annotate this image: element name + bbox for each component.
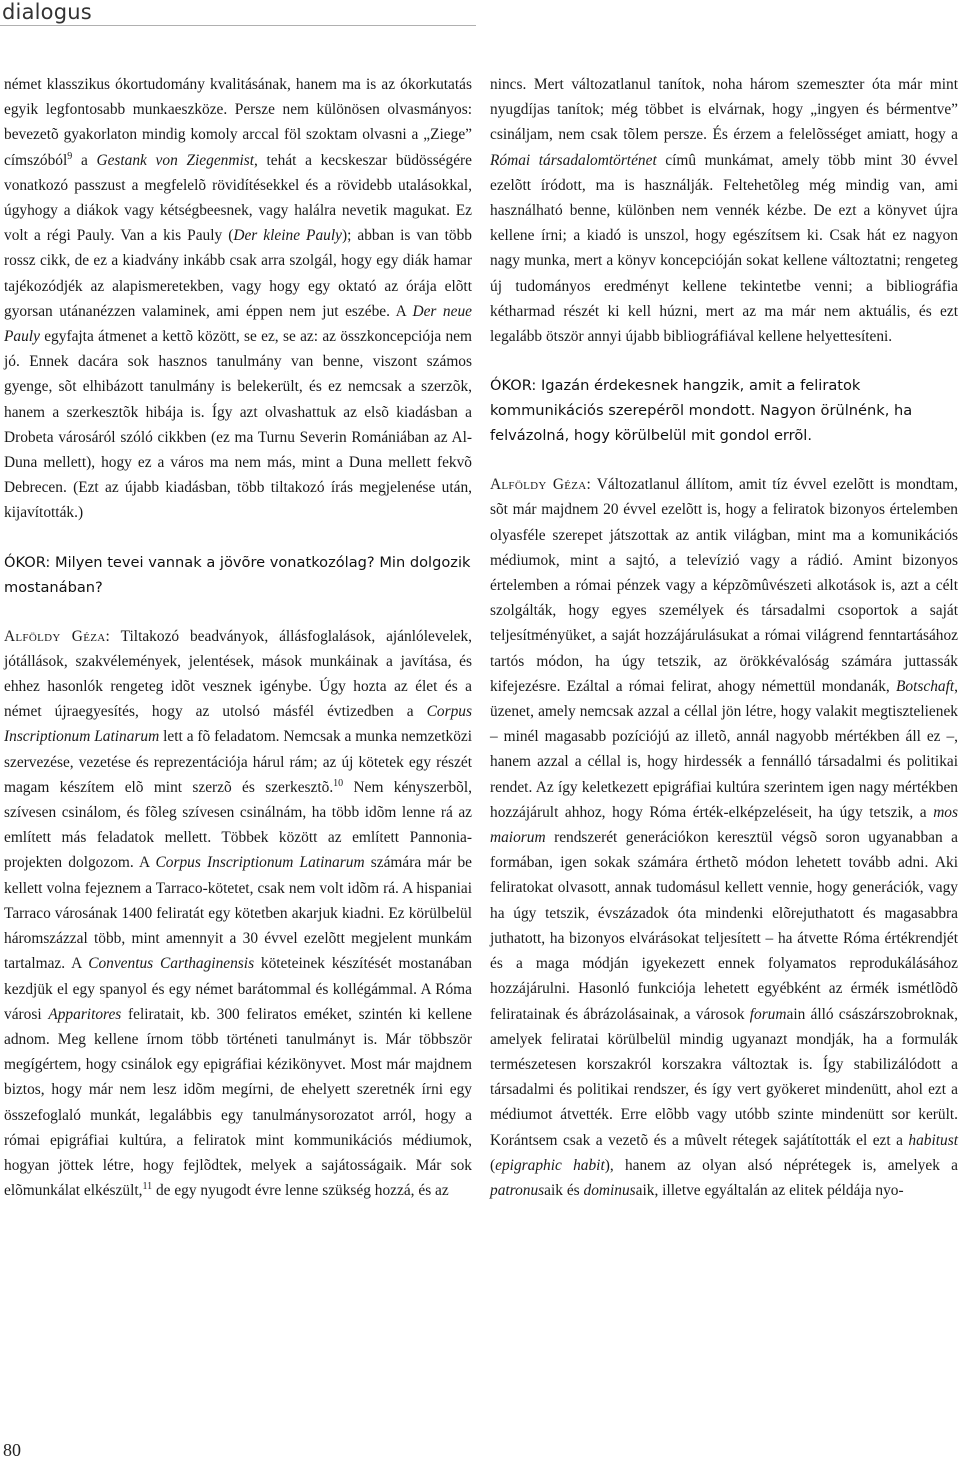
- paragraph-pauly: német klasszikus ókortudomány kvalitásának, hanem ma is az ókorkutatás egyik legfontosabb munkaeszköze. Persze nem különösen olvasmányos: bevezetõ gyakorlaton mindig komoly arccal föl szoktam olvasni a „Ziege” címszóból$^9$ a Gestank von Ziegenmist, tehát a kecskeszar büdösségére vonatkozó passzust a megfelelõ rövidítésekkel és a rövidebb utalásokkal, úgyhogy a diákok vagy kétségbeesnek, vagy halálra nevetik magukat. Ez volt a régi Pauly. Van a kis Pauly (Der kleine Pauly); abban is van több rossz cikk, de ez a kiadvány inkább csak arra szolgál, hogy egy diák hamar tajékozódjék az alapismeretekben, vagy hogy egy oktató az órája elõtt gyorsan utánanézzen valaminek, ami éppen nem jut eszébe. A Der neue Pauly egyfajta átmenet a kettõ között, se ez, se az: az összkoncepciója nem jó. Ennek dacára sok hasznos tanulmány van benne, viszont számos gyenge, sõt elhibázott tanulmány is belekerült, és ez nemcsak a szerzõk, hanem a szerkesztõk hibája is. Így azt olvashattuk az elsõ kiadásban a Drobeta városáról szóló cikkben (ez ma Turnu Severin Romániában az Al-Duna mellett), hogy ez a város ma nem más, mint a Duna mellett fekvõ Debrecen. (Ezt az újabb kiadásban, több tiltakozó írás megjelenése után, kijavították.): [4, 76, 472, 522]
- right-column: [490, 72, 958, 1203]
- running-header: [0, 0, 960, 30]
- paragraph-teaching: nincs. Mert változatlanul tanítok, noha három szemeszter óta már mint nyugdíjas tanítok; még többet is elvárnak, hogy „ingyen és bérmentve” csináljam, nem csak tõlem persze. És érzem a felelõsséget amiatt, hogy a Római társadalomtörténet címû munkámat, amely több mint 30 évvel ezelõtt íródott, ma is használják. Feltehetõleg még mindig van, ami használható benne, különben nem vennék kézbe. De ezt a könyvet újra kellene írni; a kiadó is unszol, hogy egészítsem ki. Csak hát ez nagyon nagy munka, mert a könyv koncepcióján sokat kellene változtatni; rengeteg új tudományos eredményt kellene tekintetbe venni; a bibliográfia kétharmad részét ki kell húzni, mert az ma már nem aktuális, és ezt legalább ötször annyi újabb bibliográfiával kellene helyettesíteni.: [490, 76, 958, 346]
- header-divider: [0, 25, 476, 26]
- paragraph-answer-inscriptions: Alföldy Géza: Változatlanul állítom, amit tíz évvel ezelõtt is mondtam, sõt már majdnem 20 évvel ezelõtt is, hogy a feliratok bizonyos értelemben olyasféle szerepet játszottak az antik világban, mint ma a komunikációs médiumok, mint a sajtó, a televízió vagy a rádió. Amint bizonyos értelemben a római pénzek vagy a képzõmûvészeti alkotások is, azt a célt szolgálták, hogy egyes személyek és társadalmi csoportok a saját teljesítményüket, a saját hozzájárulásukat a római világrend fenntartásához tartós módon, ha úgy tetszik, az örökkévalóság számára juttassák kifejezésre. Ezáltal a római felirat, ahogy némettül mondanák, Botschaft, üzenet, amely nemcsak azzal a céllal jön létre, hogy valakit megtisztelienek – minél magasabb pozíciójú az illetõ, annál nagyobb mértékben áll ez –, hanem azzal a céllal is, hogy hirdessék a fennálló társadalmi és politikai rendet. Az így keletkezett epigráfiai kultúra szerintem igen nagy mértékben hozzájárult ahhoz, hogy Róma érték-elképzeléseit, ha úgy tetszik, a mos maiorum rendszerét generációkon keresztül végsõ soron ugyanabban a formában, igen sokak számára érthetõ módon lehetett tovább adni. Aki feliratokat olvasott, annak tudomásul kellett vennie, hogy generációk, vagy ha úgy tetszik, évszázadok óta mindenki elõrejuthatott és magasabbra juthatott, ha bizonyos elvárásokat teljesített – ha átvette Róma értékrendjét és a maga módján igyekezett ennek folyamatos reprodukálásához hozzájárulni. Hasonló funkciója lehetett egyébként az érmék ismétlõdõ feliratainak és ábrázolásainak, a városok forumain álló császárszobroknak, amelyek feliratai körülbelül mindig ugyanazt mondják, ha a formulák természetesen korszakról korszakra változtak is. Így stabilizálódott a társadalmi és politikai rendszer, és így vert gyökeret mindenütt, ahol ezt a médiumot átvették. Erre elõbb vagy utóbb szinte mindenütt sor került. Korántsem csak a vezetõ és a mûvelt rétegek sajátították el ezt a habitust (epigraphic habit), hanem az olyan alsó néprétegek is, amelyek a patronusaik és dominusaik, illetve egyáltalán az elitek példája nyo-: [490, 476, 958, 1199]
- interviewer-question: ÓKOR: Milyen tevei vannak a jövõre vonatkozólag? Min dolgozik mostanában?: [4, 553, 471, 596]
- page-number: 80: [3, 1440, 21, 1460]
- footnote-ref-9: 9: [67, 150, 73, 162]
- speaker-name: Alföldy Géza:: [4, 627, 111, 645]
- left-column: [4, 72, 472, 1203]
- speaker-name: Alföldy Géza:: [490, 476, 592, 494]
- footnote-ref-10: 10: [333, 777, 344, 789]
- interviewer-question: ÓKOR: Igazán érdekesnek hangzik, amit a feliratok kommunikációs szerepérõl mondott. Nagyon örülnénk, ha felvázolná, hogy körülbelül mit gondol errõl.: [490, 377, 913, 445]
- paragraph-answer-plans: Alföldy Géza: Tiltakozó beadványok, állásfoglalások, ajánlólevelek, jótállások, szakvélemények, jelentések, mások munkáinak a javítása, és ehhez hasonlók rengeteg idõt vesznek igénybe. Úgy hozta az élet és a német újraegyesítés, hogy az utolsó másfél évtizedben a Corpus Inscriptionum Latinarum lett a fõ feladatom. Nemcsak a munka nemzetközi szervezése, vezetése és reprezentációja hárul rám; az új kötetek egy részét magam készítem elõ mint szerzõ és szerkesztõ.$^{10}$ Nem kényszerbõl, szívesen csinálom, és fõleg szívesen csinálnám, ha több idõm lenne rá az említett más feladatok mellett. Többek között az említett Pannonia-projekten dolgozom. A Corpus Inscriptionum Latinarum számára már be kellett volna fejeznem a Tarraco-kötetet, csak nem volt idõm rá. A hispaniai Tarraco városának 1400 feliratát egy kötetben akarjuk kiadni. Ez körülbelül háromszázzal több, mint amennyit a 30 évvel ezelõtt megjelent munkám tartalmaz. A Conventus Carthaginensis köteteinek készítését mostanában kezdjük el egy spanyol és egy német barátommal és kollégámmal. A Róma városi Apparitores feliratait, kb. 300 feliratos eméket, szintén ki kellene adnom. Meg kellene írnom több történeti tanulmányt is. Már többször megígértem, hogy csinálok egy epigráfiai kézikönyvet. Most már majdnem biztos, hogy már nem lesz idõm megírni, de ehelyett szeretnék írni egy összefoglaló munkát, legalábbis egy tanulmánysorozatot arról, hogy a római epigráfiai kultúra, a feliratok mint kommunikációs médiumok, hogyan jöttek létre, hogy fejlõdtek, melyek a sajátosságaik. Már sok elõmunkálat elkészült,$^{11}$ de egy nyugodt évre lenne szükség hozzá, és az: [4, 627, 473, 1200]
- footnote-ref-11: 11: [142, 1181, 153, 1192]
- section-title: dialogus: [2, 0, 92, 24]
